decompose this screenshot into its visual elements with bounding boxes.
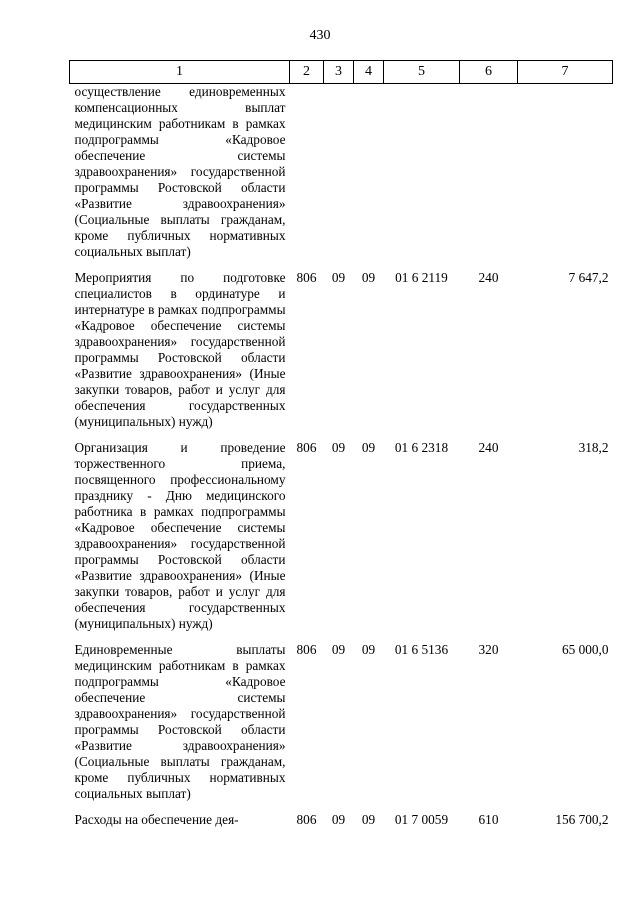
row-section: 09 bbox=[331, 642, 346, 657]
row-ministry: 806 bbox=[296, 642, 317, 657]
table-row bbox=[70, 632, 613, 802]
row-name: Мероприятия по подготовке специалистов в ординатуре и интернатуре в рамках подпрограммы «Кадровое обеспечение системы здравоохранения» государственной программы Ростовской области «Развитие здравоохранения» (Иные закупки товаров, работ и услуг для обеспечения государственных (муниципальных) нужд) bbox=[74, 270, 286, 429]
row-name: осуществление единовременных компенсационных выплат медицинским работникам в рамках подпрограммы «Кадровое обеспечение системы здравоохранения» государственной программы Ростовской области «Развитие здравоохранения» (Социальные выплаты гражданам, кроме публичных нормативных социальных выплат) bbox=[74, 84, 286, 259]
row-type: 240 bbox=[478, 270, 499, 285]
table-row bbox=[70, 430, 613, 632]
row-type: 610 bbox=[478, 812, 499, 827]
table-header bbox=[70, 61, 613, 84]
header-col-6: 6 bbox=[460, 61, 518, 84]
header-col-7: 7 bbox=[518, 61, 613, 84]
row-amount bbox=[518, 84, 613, 261]
table-row bbox=[70, 802, 613, 828]
row-name: Единовременные выплаты медицинским работникам в рамках подпрограммы «Кадровое обеспечение системы здравоохранения» государственной программы Ростовской области «Развитие здравоохранения» (Социальные выплаты гражданам, кроме публичных нормативных социальных выплат) bbox=[74, 642, 286, 801]
row-type bbox=[460, 84, 518, 261]
row-target: 01 7 0059 bbox=[394, 812, 449, 827]
header-row bbox=[70, 61, 613, 84]
row-target: 01 6 2119 bbox=[395, 270, 448, 285]
page-number: 430 bbox=[309, 28, 331, 43]
header-col-5: 5 bbox=[384, 61, 460, 84]
budget-table bbox=[69, 60, 613, 828]
row-section: 09 bbox=[331, 270, 346, 285]
header-col-3: 3 bbox=[324, 61, 354, 84]
row-amount: 156 700,2 bbox=[555, 812, 609, 827]
row-ministry: 806 bbox=[296, 812, 317, 827]
row-section bbox=[324, 84, 354, 261]
row-target: 01 6 5136 bbox=[394, 642, 449, 657]
row-subsection: 09 bbox=[361, 812, 376, 827]
row-name: Расходы на обеспечение дея- bbox=[74, 812, 239, 827]
row-subsection bbox=[354, 84, 384, 261]
row-type: 320 bbox=[478, 642, 499, 657]
row-section: 09 bbox=[331, 812, 346, 827]
header-col-4: 4 bbox=[354, 61, 384, 84]
row-ministry: 806 bbox=[296, 270, 317, 285]
row-ministry bbox=[290, 84, 324, 261]
row-type: 240 bbox=[478, 440, 499, 455]
row-ministry: 806 bbox=[296, 440, 317, 455]
table-body bbox=[70, 84, 613, 829]
row-amount: 7 647,2 bbox=[568, 270, 609, 285]
row-section: 09 bbox=[331, 440, 346, 455]
row-subsection: 09 bbox=[361, 642, 376, 657]
table-row bbox=[70, 260, 613, 430]
header-col-1: 1 bbox=[70, 61, 290, 84]
row-subsection: 09 bbox=[361, 440, 376, 455]
row-amount: 318,2 bbox=[578, 440, 609, 455]
row-target bbox=[384, 84, 460, 261]
row-name: Организация и проведение торжественного приема, посвященного профессиональному празднику - Дню медицинского работника в рамках подпрограммы «Кадровое обеспечение системы здравоохранения» государственной программы Ростовской области «Развитие здравоохранения» (Иные закупки товаров, работ и услуг для обеспечения государственных (муниципальных) нужд) bbox=[74, 440, 286, 631]
row-target: 01 6 2318 bbox=[394, 440, 449, 455]
header-col-2: 2 bbox=[290, 61, 324, 84]
row-subsection: 09 bbox=[361, 270, 376, 285]
table-row bbox=[70, 84, 613, 261]
row-amount: 65 000,0 bbox=[561, 642, 609, 657]
